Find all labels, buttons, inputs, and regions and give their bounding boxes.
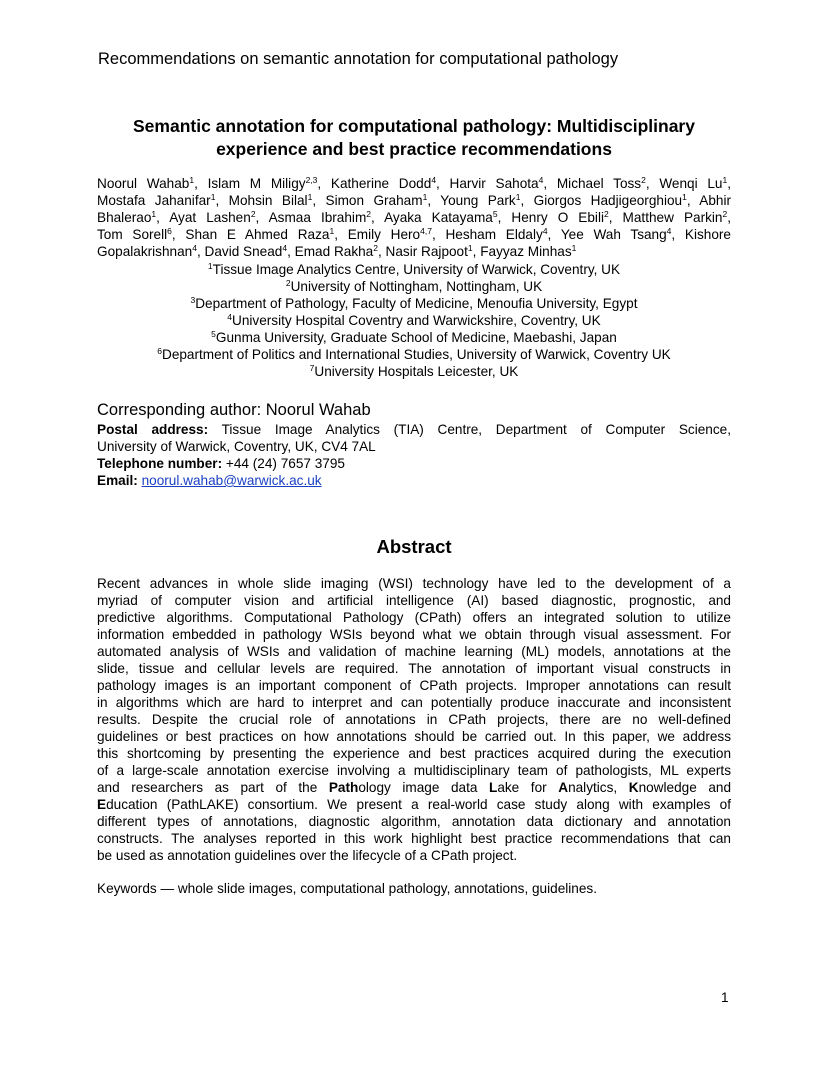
author-name: Matthew Parkin [622, 210, 723, 225]
contact-block [97, 421, 731, 489]
affiliation-number: 5 [211, 329, 216, 339]
telephone-line [97, 455, 731, 472]
author-name: Islam M Miligy [207, 176, 306, 191]
affiliation-text: University Hospital Coventry and Warwickshire, Coventry, UK [232, 313, 601, 328]
author-affiliation-mark: 1 [422, 192, 428, 202]
page-number: 1 [721, 990, 729, 1005]
author-affiliation-mark: 1 [722, 175, 728, 185]
abstract-line: myriad of computer vision and artificial intelligence (AI) based diagnostic, prognostic, and [97, 593, 731, 608]
affiliation [97, 261, 731, 278]
author-affiliation-mark: 1 [467, 243, 473, 253]
abstract-line: in algorithms which are hard to interpret and can potentially produce inaccurate and inconsistent [97, 695, 731, 710]
author-affiliation-mark: 2 [604, 209, 609, 219]
text-run: ology image data [358, 780, 489, 795]
author-name: Henry O Ebili [511, 210, 604, 225]
author-line: Bhalerao$^1$, Ayat Lashen$^2$, Asmaa Ibrahim$^2$, Ayaka Katayama$^5$, Henry O Ebili$^2$, Matthew Parkin$^2$, [97, 209, 731, 225]
title-line: Semantic annotation for computational pathology: Multidisciplinary [133, 116, 695, 136]
affiliation-number: 7 [309, 363, 315, 373]
author-affiliation-mark: 1 [151, 209, 157, 219]
corresponding-author: Corresponding author: Noorul Wahab [97, 401, 371, 419]
telephone-label: Telephone number: [97, 456, 223, 471]
abstract-line: different types of annotations, diagnostic algorithm, annotation data dictionary and annotation [97, 814, 731, 829]
author-line: Mostafa Jahanifar$^1$, Mohsin Bilal$^1$, Simon Graham$^1$, Young Park$^1$, Giorgos Hadjigeorghiou$^1$, Abhir [97, 192, 732, 208]
author-name: Harvir Sahota [449, 176, 539, 191]
abstract-line: automated analysis of WSIs and validation of machine learning (ML) models, annotations at the [97, 644, 731, 659]
affiliation [97, 312, 731, 329]
author-name: Nasir Rajpoot [385, 244, 468, 259]
author-affiliation-mark: 4,7 [420, 226, 432, 236]
author-affiliation-mark: 5 [492, 209, 498, 219]
affiliation [97, 363, 731, 380]
title-line: experience and best practice recommendations [216, 139, 612, 159]
bold-run: A [558, 780, 569, 795]
affiliation-number: 3 [190, 295, 196, 305]
abstract-line-acronym [97, 796, 731, 813]
affiliation-text: Tissue Image Analytics Centre, University of Warwick, Coventry, UK [212, 262, 621, 277]
affiliation-text: Department of Politics and International Studies, University of Warwick, Coventry UK [162, 347, 671, 362]
author-affiliation-mark: 2 [641, 175, 646, 185]
author-line: Tom Sorell$^6$, Shan E Ahmed Raza$^1$, Emily Hero$^{4,7}$, Hesham Eldaly$^4$, Yee Wah Tsang$^4$, Kishore [97, 226, 731, 242]
author-name: Michael Toss [556, 176, 642, 191]
affiliation-list [97, 261, 731, 380]
author-name: Abhir [699, 193, 732, 208]
bold-run: E [97, 797, 107, 812]
author-affiliation-mark: 4 [666, 226, 672, 236]
author-name: Hesham Eldaly [445, 227, 543, 242]
telephone-number: +44 (24) 7657 3795 [225, 456, 345, 471]
affiliation-number: 4 [227, 312, 233, 322]
text-run: ducation (PathLAKE) consortium. We present a real-world case study along with examples of [106, 797, 731, 812]
author-affiliation-mark: 2 [722, 209, 728, 219]
author-name: Asmaa Ibrahim [268, 210, 367, 225]
author-name: Katherine Dodd [330, 176, 432, 191]
affiliation [97, 346, 731, 363]
abstract-line: constructs. The analyses reported in this work highlight best practice recommendations that can [97, 831, 731, 846]
affiliation-number: 2 [285, 278, 291, 288]
postal-label: Postal address: [97, 422, 209, 437]
author-name: Simon Graham [325, 193, 423, 208]
postal-address-line-1 [97, 421, 731, 438]
author-affiliation-mark: 4 [192, 243, 197, 253]
postal-address-text: Tissue Image Analytics (TIA) Centre, Department of Computer Science, [221, 422, 732, 437]
author-name: Mohsin Bilal [228, 193, 308, 208]
affiliation [97, 329, 731, 346]
author-name: Mostafa Jahanifar [97, 193, 211, 208]
affiliation-number: 6 [157, 346, 162, 356]
author-name: Emily Hero [347, 227, 421, 242]
bold-run: K [628, 780, 639, 795]
abstract-line: pathology images is an important component of CPath projects. Improper annotations can result [97, 678, 731, 693]
paper-title [60, 115, 768, 161]
keywords: Keywords — whole slide images, computational pathology, annotations, guidelines. [97, 881, 597, 896]
author-name: Emad Rakha [294, 244, 374, 259]
author-affiliation-mark: 2 [373, 243, 378, 253]
email-line [97, 472, 731, 489]
affiliation-text: University Hospitals Leicester, UK [314, 364, 519, 379]
abstract-line-acronym [97, 779, 731, 796]
affiliation [97, 278, 731, 295]
author-name: Yee Wah Tsang [560, 227, 667, 242]
affiliation-text: Department of Pathology, Faculty of Medicine, Menoufia University, Egypt [195, 296, 638, 311]
author-line: Gopalakrishnan$^4$, David Snead$^4$, Emad Rakha$^2$, Nasir Rajpoot$^1$, Fayyaz Minhas$^1$ [97, 243, 577, 259]
author-affiliation-mark: 2 [250, 209, 256, 219]
author-name: Young Park [440, 193, 516, 208]
author-affiliation-mark: 1 [682, 192, 687, 202]
text-run: nalytics, [568, 780, 629, 795]
abstract-line: results. Despite the crucial role of annotations in CPath projects, there are no well-defined [97, 712, 731, 727]
author-name: Bhalerao [97, 210, 152, 225]
bold-run: Path [328, 780, 359, 795]
email-label: Email: [97, 473, 138, 488]
author-affiliation-mark: 1 [515, 192, 521, 202]
abstract-line: Recent advances in whole slide imaging (WSI) technology have led to the development of a [97, 576, 731, 591]
author-name: Kishore [684, 227, 731, 242]
affiliation-number: 1 [207, 261, 213, 271]
author-affiliation-mark: 1 [189, 175, 195, 185]
running-head: Recommendations on semantic annotation for computational pathology [98, 50, 619, 68]
abstract-heading: Abstract [376, 536, 452, 557]
author-name: Shan E Ahmed Raza [185, 227, 330, 242]
author-affiliation-mark: 6 [167, 226, 172, 236]
postal-address-line-2: University of Warwick, Coventry, UK, CV4 7AL [97, 439, 376, 454]
abstract-line: information embedded in pathology WSIs beyond what we obtain through visual assessment. For [97, 627, 731, 642]
author-affiliation-mark: 4 [542, 226, 548, 236]
abstract-line: slide, tissue and cellular levels are required. The annotation of important visual constructs in [97, 661, 731, 676]
abstract-line: predictive algorithms. Computational Pathology (CPath) offers an integrated solution to utilize [97, 610, 731, 625]
affiliation-text: Gunma University, Graduate School of Medicine, Maebashi, Japan [215, 330, 617, 345]
author-affiliation-mark: 1 [307, 192, 313, 202]
author-name: Gopalakrishnan [97, 244, 193, 259]
author-affiliation-mark: 2 [366, 209, 372, 219]
author-name: Fayyaz Minhas [480, 244, 572, 259]
author-affiliation-mark: 4 [282, 243, 288, 253]
abstract-body [97, 575, 731, 864]
author-line: Noorul Wahab$^1$, Islam M Miligy$^{2,3}$, Katherine Dodd$^4$, Harvir Sahota$^4$, Michael Toss$^2$, Wenqi Lu$^1$, [97, 175, 731, 191]
author-name: Ayaka Katayama [384, 210, 493, 225]
author-affiliation-mark: 1 [210, 192, 216, 202]
author-affiliation-mark: 2,3 [305, 175, 318, 185]
abstract-line: this shortcoming by presenting the experience and best practices acquired during the execution [97, 746, 731, 761]
text-run: nowledge and [638, 780, 732, 795]
affiliation [97, 295, 731, 312]
author-name: Ayat Lashen [169, 210, 251, 225]
email-link[interactable]: noorul.wahab@warwick.ac.uk [141, 473, 322, 488]
author-affiliation-mark: 1 [329, 226, 335, 236]
abstract-line: of a large-scale annotation exercise involving a multidisciplinary team of pathologists, ML experts [97, 763, 731, 778]
author-name: Giorgos Hadjigeorghiou [533, 193, 683, 208]
author-name: David Snead [204, 244, 283, 259]
abstract-line: guidelines or best practices on how annotations should be carried out. In this paper, we address [97, 729, 731, 744]
author-name: Wenqi Lu [659, 176, 723, 191]
author-affiliation-mark: 1 [571, 243, 577, 253]
text-run: ake for [497, 780, 559, 795]
author-affiliation-mark: 4 [431, 175, 437, 185]
bold-run: L [489, 780, 498, 795]
text-run: and researchers as part of the [97, 780, 329, 795]
author-list [97, 175, 731, 260]
abstract-line: be used as annotation guidelines over the lifecycle of a CPath project. [97, 848, 518, 863]
author-affiliation-mark: 4 [538, 175, 544, 185]
affiliation-text: University of Nottingham, Nottingham, UK [290, 279, 543, 294]
author-name: Noorul Wahab [97, 176, 190, 191]
author-name: Tom Sorell [97, 227, 168, 242]
